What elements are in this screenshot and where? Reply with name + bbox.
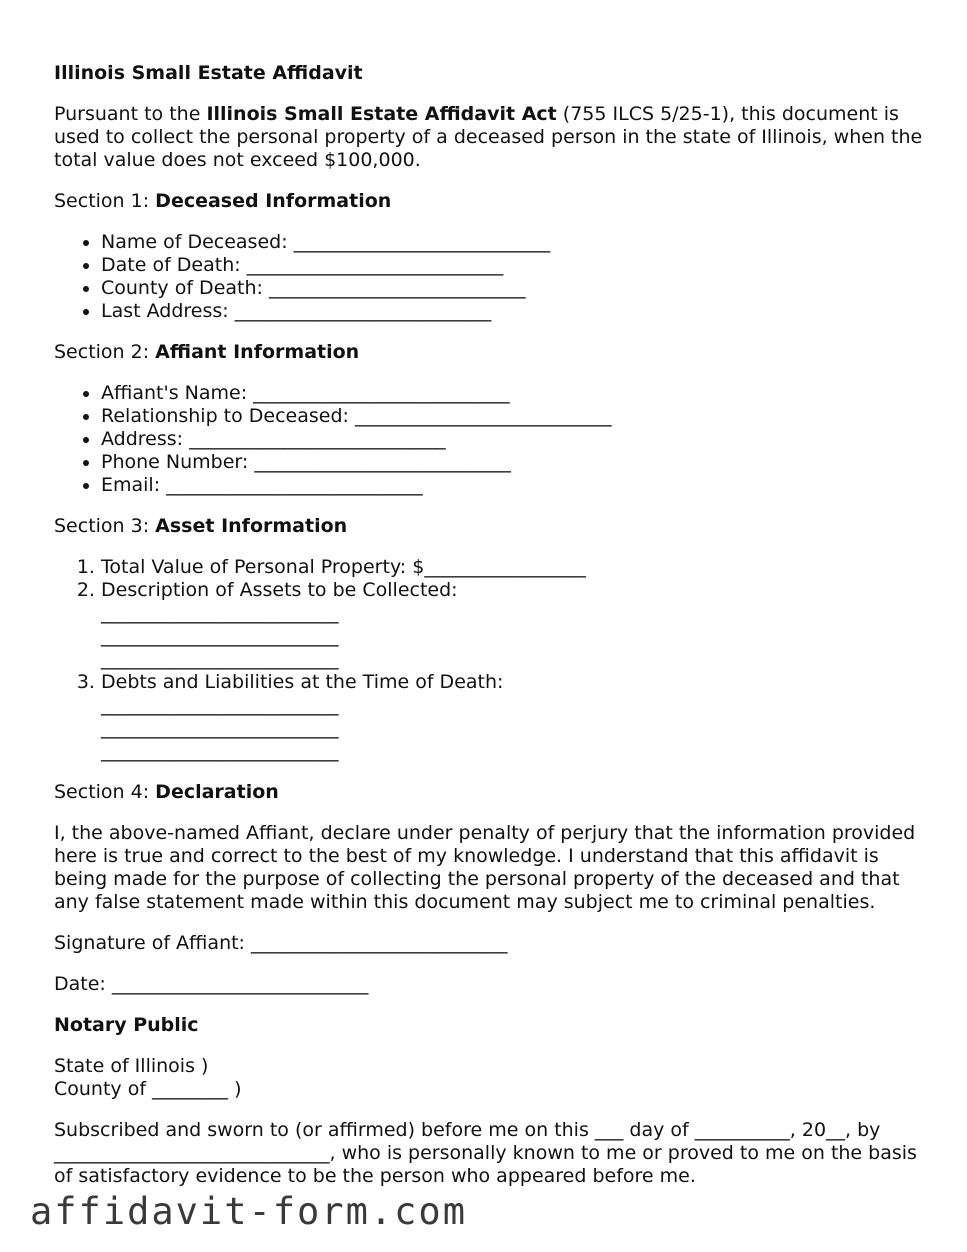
asset-info-list (54, 556, 924, 763)
field-last-address: • Last Address: ___________________________ (101, 300, 924, 323)
debt-line: _________________________ (101, 740, 339, 762)
section-4-prefix: Section 4: (54, 781, 156, 803)
intro-paragraph (54, 103, 924, 172)
site-watermark: affidavit-form.com (30, 1190, 467, 1233)
affiant-info-list (54, 382, 924, 497)
notary-state: State of Illinois ) (54, 1055, 209, 1077)
section-2-prefix: Section 2: (54, 341, 156, 363)
signature-line: Signature of Affiant: ___________________________ (54, 932, 508, 954)
section-2-title: Affiant Information (155, 341, 360, 363)
section-1-title: Deceased Information (155, 190, 392, 212)
notary-venue (54, 1055, 924, 1101)
affidavit-document (54, 62, 924, 1206)
date-line: Date: ___________________________ (54, 973, 369, 995)
section-1-heading (54, 190, 924, 213)
field-address: • Address: ___________________________ (101, 428, 924, 451)
section-2-heading (54, 341, 924, 364)
field-name-of-deceased: • Name of Deceased: ___________________________ (101, 231, 924, 254)
deceased-info-list (54, 231, 924, 323)
section-3-heading (54, 515, 924, 538)
debts-label: Debts and Liabilities at the Time of Death: (101, 671, 504, 693)
debt-line: _________________________ (101, 717, 339, 739)
field-date-of-death: • Date of Death: ___________________________ (101, 254, 924, 277)
asset-line: _________________________ (101, 648, 339, 670)
asset-line: _________________________ (101, 602, 339, 624)
field-total-value: 1. Total Value of Personal Property: $_________________ (101, 556, 924, 579)
section-3-prefix: Section 3: (54, 515, 156, 537)
declaration-paragraph: I, the above-named Affiant, declare under penalty of perjury that the information provided here is true and correct to the best of my knowledge. I understand that this affidavit is being made for the purpose of collecting the personal property of the deceased and that any false statement made within this document may subject me to criminal penalties. (54, 822, 916, 913)
field-relationship: • Relationship to Deceased: ___________________________ (101, 405, 924, 428)
field-asset-description (101, 579, 924, 671)
section-3-title: Asset Information (155, 515, 348, 537)
document-title: Illinois Small Estate Affidavit (54, 62, 363, 84)
field-phone-number: • Phone Number: ___________________________ (101, 451, 924, 474)
intro-pre: Pursuant to the (54, 103, 207, 125)
notary-heading: Notary Public (54, 1014, 199, 1036)
notary-text: Subscribed and sworn to (or affirmed) before me on this ___ day of __________, 20__, by _____________________________, who is personally known to me or proved to me on the basis of satisfactory evidence to be the person who appeared before me. (54, 1119, 917, 1187)
field-county-of-death: • County of Death: ___________________________ (101, 277, 924, 300)
debt-line: _________________________ (101, 694, 339, 716)
notary-county: County of ________ ) (54, 1078, 242, 1100)
field-debts-liabilities (101, 671, 924, 763)
intro-act-name: Illinois Small Estate Affidavit Act (206, 103, 557, 125)
section-1-prefix: Section 1: (54, 190, 156, 212)
section-4-heading (54, 781, 924, 804)
field-email: • Email: ___________________________ (101, 474, 924, 497)
field-affiant-name: • Affiant's Name: ___________________________ (101, 382, 924, 405)
asset-line: _________________________ (101, 625, 339, 647)
section-4-title: Declaration (155, 781, 279, 803)
asset-description-label: Description of Assets to be Collected: (101, 579, 458, 601)
intro-post: (755 ILCS 5/25-1), this document is used to collect the personal property of a deceased person in the state of Illinois, when the total value does not exceed $100,000. (54, 103, 923, 171)
